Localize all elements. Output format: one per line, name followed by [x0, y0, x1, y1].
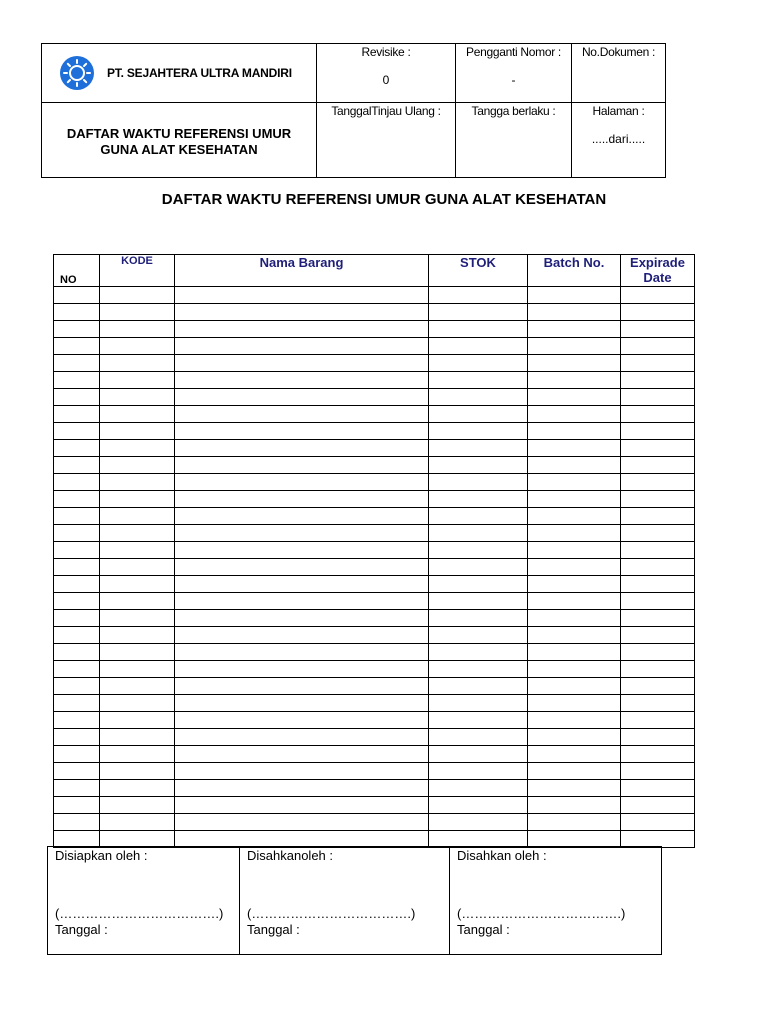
- cell-batch[interactable]: [528, 610, 621, 627]
- cell-expired[interactable]: [621, 695, 695, 712]
- cell-batch[interactable]: [528, 780, 621, 797]
- cell-stok[interactable]: [429, 406, 528, 423]
- cell-stok[interactable]: [429, 763, 528, 780]
- cell-batch[interactable]: [528, 423, 621, 440]
- cell-stok[interactable]: [429, 678, 528, 695]
- approved-label: Disahkanoleh :: [247, 848, 333, 863]
- table-row: [54, 304, 695, 321]
- cell-no[interactable]: [54, 389, 100, 406]
- cell-expired[interactable]: [621, 474, 695, 491]
- cell-stok[interactable]: [429, 661, 528, 678]
- cell-no[interactable]: [54, 542, 100, 559]
- table-row: [54, 678, 695, 695]
- cell-kode[interactable]: [100, 423, 175, 440]
- cell-stok[interactable]: [429, 712, 528, 729]
- cell-expired[interactable]: [621, 780, 695, 797]
- cell-nama-barang[interactable]: [175, 644, 429, 661]
- cell-no[interactable]: [54, 712, 100, 729]
- cell-stok[interactable]: [429, 321, 528, 338]
- cell-expired[interactable]: [621, 729, 695, 746]
- cell-no[interactable]: [54, 474, 100, 491]
- no-dokumen-cell: [572, 44, 666, 103]
- table-row: [54, 746, 695, 763]
- doc-title-cell: [42, 103, 317, 178]
- cell-kode[interactable]: [100, 338, 175, 355]
- cell-kode[interactable]: [100, 474, 175, 491]
- cell-kode[interactable]: [100, 746, 175, 763]
- cell-expired[interactable]: [621, 525, 695, 542]
- halaman-cell: [572, 103, 666, 178]
- cell-kode[interactable]: [100, 321, 175, 338]
- cell-no[interactable]: [54, 457, 100, 474]
- cell-nama-barang[interactable]: [175, 338, 429, 355]
- revisi-cell: [317, 44, 456, 103]
- col-header-batch: Batch No.: [528, 255, 621, 287]
- authorized-date-label: Tanggal :: [457, 922, 510, 937]
- col-header-nama-barang: Nama Barang: [175, 255, 429, 287]
- table-row: [54, 593, 695, 610]
- cell-batch[interactable]: [528, 644, 621, 661]
- cell-nama-barang[interactable]: [175, 627, 429, 644]
- cell-kode[interactable]: [100, 508, 175, 525]
- cell-stok[interactable]: [429, 729, 528, 746]
- cell-stok[interactable]: [429, 695, 528, 712]
- cell-nama-barang[interactable]: [175, 287, 429, 304]
- cell-kode[interactable]: [100, 729, 175, 746]
- cell-nama-barang[interactable]: [175, 542, 429, 559]
- cell-expired[interactable]: [621, 814, 695, 831]
- cell-kode[interactable]: [100, 559, 175, 576]
- cell-kode[interactable]: [100, 831, 175, 848]
- cell-kode[interactable]: [100, 661, 175, 678]
- cell-kode[interactable]: [100, 695, 175, 712]
- cell-nama-barang[interactable]: [175, 372, 429, 389]
- cell-expired[interactable]: [621, 389, 695, 406]
- company-cell: [42, 44, 317, 103]
- authorized-label: Disahkan oleh :: [457, 848, 547, 863]
- table-row: [54, 627, 695, 644]
- cell-stok[interactable]: [429, 304, 528, 321]
- cell-batch[interactable]: [528, 321, 621, 338]
- cell-no[interactable]: [54, 661, 100, 678]
- cell-kode[interactable]: [100, 678, 175, 695]
- cell-batch[interactable]: [528, 389, 621, 406]
- table-row: [54, 440, 695, 457]
- cell-nama-barang[interactable]: [175, 661, 429, 678]
- col-header-expired-line2: Date: [643, 270, 672, 285]
- col-header-stok: STOK: [429, 255, 528, 287]
- cell-batch[interactable]: [528, 763, 621, 780]
- table-row: [54, 321, 695, 338]
- cell-stok[interactable]: [429, 746, 528, 763]
- halaman-label: Halaman :: [592, 104, 645, 118]
- cell-batch[interactable]: [528, 661, 621, 678]
- cell-expired[interactable]: [621, 661, 695, 678]
- document-header: [41, 43, 666, 178]
- table-row: [54, 780, 695, 797]
- cell-expired[interactable]: [621, 304, 695, 321]
- table-row: [54, 457, 695, 474]
- cell-batch[interactable]: [528, 627, 621, 644]
- cell-no[interactable]: [54, 491, 100, 508]
- sun-logo-icon: [60, 56, 94, 90]
- cell-kode[interactable]: [100, 644, 175, 661]
- cell-nama-barang[interactable]: [175, 389, 429, 406]
- cell-kode[interactable]: [100, 814, 175, 831]
- cell-kode[interactable]: [100, 372, 175, 389]
- cell-expired[interactable]: [621, 576, 695, 593]
- cell-expired[interactable]: [621, 712, 695, 729]
- cell-batch[interactable]: [528, 593, 621, 610]
- cell-kode[interactable]: [100, 491, 175, 508]
- cell-batch[interactable]: [528, 406, 621, 423]
- table-row: [54, 474, 695, 491]
- table-header-row: [54, 255, 695, 287]
- cell-batch[interactable]: [528, 474, 621, 491]
- cell-no[interactable]: [54, 610, 100, 627]
- table-row: [54, 542, 695, 559]
- cell-expired[interactable]: [621, 627, 695, 644]
- cell-batch[interactable]: [528, 440, 621, 457]
- cell-stok[interactable]: [429, 576, 528, 593]
- cell-nama-barang[interactable]: [175, 559, 429, 576]
- authorized-signature-line: (……………………………….): [457, 906, 626, 921]
- cell-stok[interactable]: [429, 610, 528, 627]
- cell-nama-barang[interactable]: [175, 525, 429, 542]
- table-row: [54, 661, 695, 678]
- cell-expired[interactable]: [621, 678, 695, 695]
- cell-kode[interactable]: [100, 389, 175, 406]
- tanggal-berlaku-label: Tangga berlaku :: [471, 104, 556, 118]
- doc-title-line1: DAFTAR WAKTU REFERENSI UMUR: [66, 126, 292, 141]
- approved-signature-line: (……………………………….): [247, 906, 416, 921]
- company-name: PT. SEJAHTERA ULTRA MANDIRI: [107, 66, 292, 80]
- tanggal-tinjau-cell: [317, 103, 456, 178]
- cell-no[interactable]: [54, 814, 100, 831]
- cell-nama-barang[interactable]: [175, 355, 429, 372]
- table-body: [54, 287, 695, 848]
- cell-kode[interactable]: [100, 355, 175, 372]
- cell-nama-barang[interactable]: [175, 729, 429, 746]
- cell-expired[interactable]: [621, 372, 695, 389]
- cell-expired[interactable]: [621, 440, 695, 457]
- cell-expired[interactable]: [621, 406, 695, 423]
- cell-no[interactable]: [54, 729, 100, 746]
- signature-approved: [240, 847, 450, 955]
- cell-nama-barang[interactable]: [175, 304, 429, 321]
- cell-kode[interactable]: [100, 780, 175, 797]
- cell-stok[interactable]: [429, 287, 528, 304]
- pengganti-value: -: [511, 73, 516, 87]
- table-row: [54, 763, 695, 780]
- cell-kode[interactable]: [100, 287, 175, 304]
- table-row: [54, 695, 695, 712]
- cell-nama-barang[interactable]: [175, 474, 429, 491]
- cell-nama-barang[interactable]: [175, 746, 429, 763]
- cell-batch[interactable]: [528, 372, 621, 389]
- cell-kode[interactable]: [100, 797, 175, 814]
- cell-no[interactable]: [54, 797, 100, 814]
- table-row: [54, 491, 695, 508]
- cell-expired[interactable]: [621, 593, 695, 610]
- cell-nama-barang[interactable]: [175, 423, 429, 440]
- cell-no[interactable]: [54, 508, 100, 525]
- table-row: [54, 576, 695, 593]
- cell-stok[interactable]: [429, 644, 528, 661]
- cell-stok[interactable]: [429, 814, 528, 831]
- pengganti-label: Pengganti Nomor :: [466, 45, 561, 59]
- table-row: [54, 797, 695, 814]
- cell-stok[interactable]: [429, 457, 528, 474]
- cell-no[interactable]: [54, 695, 100, 712]
- signature-authorized: [450, 847, 662, 955]
- cell-no[interactable]: [54, 372, 100, 389]
- cell-kode[interactable]: [100, 304, 175, 321]
- cell-no[interactable]: [54, 746, 100, 763]
- cell-expired[interactable]: [621, 542, 695, 559]
- cell-expired[interactable]: [621, 321, 695, 338]
- cell-batch[interactable]: [528, 678, 621, 695]
- cell-kode[interactable]: [100, 542, 175, 559]
- cell-nama-barang[interactable]: [175, 678, 429, 695]
- table-row: [54, 389, 695, 406]
- cell-expired[interactable]: [621, 559, 695, 576]
- cell-stok[interactable]: [429, 593, 528, 610]
- tanggal-tinjau-label: TanggalTinjau Ulang :: [331, 104, 441, 118]
- cell-batch[interactable]: [528, 542, 621, 559]
- cell-batch[interactable]: [528, 576, 621, 593]
- cell-no[interactable]: [54, 338, 100, 355]
- cell-batch[interactable]: [528, 508, 621, 525]
- cell-batch[interactable]: [528, 729, 621, 746]
- approved-date-label: Tanggal :: [247, 922, 300, 937]
- cell-no[interactable]: [54, 406, 100, 423]
- table-row: [54, 287, 695, 304]
- cell-nama-barang[interactable]: [175, 814, 429, 831]
- col-header-no: NO: [54, 255, 100, 287]
- cell-stok[interactable]: [429, 372, 528, 389]
- halaman-value: .....dari.....: [591, 132, 646, 146]
- cell-nama-barang[interactable]: [175, 321, 429, 338]
- cell-batch[interactable]: [528, 695, 621, 712]
- table-row: [54, 372, 695, 389]
- col-header-expired-line1: Expirade: [630, 255, 685, 270]
- cell-nama-barang[interactable]: [175, 491, 429, 508]
- cell-no[interactable]: [54, 440, 100, 457]
- cell-stok[interactable]: [429, 542, 528, 559]
- cell-kode[interactable]: [100, 440, 175, 457]
- cell-batch[interactable]: [528, 525, 621, 542]
- signature-prepared: [48, 847, 240, 955]
- cell-expired[interactable]: [621, 338, 695, 355]
- cell-nama-barang[interactable]: [175, 797, 429, 814]
- cell-nama-barang[interactable]: [175, 406, 429, 423]
- cell-kode[interactable]: [100, 593, 175, 610]
- cell-no[interactable]: [54, 678, 100, 695]
- cell-no[interactable]: [54, 355, 100, 372]
- cell-stok[interactable]: [429, 474, 528, 491]
- cell-nama-barang[interactable]: [175, 576, 429, 593]
- prepared-signature-line: (……………………………….): [55, 906, 224, 921]
- cell-stok[interactable]: [429, 559, 528, 576]
- table-row: [54, 423, 695, 440]
- cell-no[interactable]: [54, 576, 100, 593]
- cell-kode[interactable]: [100, 576, 175, 593]
- table-row: [54, 644, 695, 661]
- cell-stok[interactable]: [429, 440, 528, 457]
- cell-batch[interactable]: [528, 814, 621, 831]
- table-row: [54, 729, 695, 746]
- table-row: [54, 814, 695, 831]
- table-row: [54, 559, 695, 576]
- cell-expired[interactable]: [621, 797, 695, 814]
- cell-nama-barang[interactable]: [175, 763, 429, 780]
- cell-stok[interactable]: [429, 797, 528, 814]
- cell-stok[interactable]: [429, 338, 528, 355]
- cell-expired[interactable]: [621, 491, 695, 508]
- cell-expired[interactable]: [621, 287, 695, 304]
- cell-expired[interactable]: [621, 644, 695, 661]
- cell-nama-barang[interactable]: [175, 780, 429, 797]
- cell-kode[interactable]: [100, 525, 175, 542]
- cell-stok[interactable]: [429, 780, 528, 797]
- cell-expired[interactable]: [621, 423, 695, 440]
- cell-nama-barang[interactable]: [175, 593, 429, 610]
- cell-batch[interactable]: [528, 712, 621, 729]
- cell-expired[interactable]: [621, 610, 695, 627]
- table-row: [54, 406, 695, 423]
- cell-stok[interactable]: [429, 508, 528, 525]
- cell-no[interactable]: [54, 763, 100, 780]
- table-row: [54, 610, 695, 627]
- cell-expired[interactable]: [621, 508, 695, 525]
- page-title: DAFTAR WAKTU REFERENSI UMUR GUNA ALAT KESEHATAN: [161, 191, 607, 208]
- cell-expired[interactable]: [621, 355, 695, 372]
- doc-title-line2: GUNA ALAT KESEHATAN: [100, 142, 258, 157]
- cell-nama-barang[interactable]: [175, 712, 429, 729]
- cell-batch[interactable]: [528, 746, 621, 763]
- table-row: [54, 831, 695, 848]
- tanggal-berlaku-cell: [456, 103, 572, 178]
- cell-stok[interactable]: [429, 831, 528, 848]
- no-dokumen-label: No.Dokumen :: [581, 45, 656, 59]
- cell-no[interactable]: [54, 423, 100, 440]
- cell-no[interactable]: [54, 321, 100, 338]
- cell-nama-barang[interactable]: [175, 457, 429, 474]
- table-row: [54, 525, 695, 542]
- cell-no[interactable]: [54, 780, 100, 797]
- table-row: [54, 338, 695, 355]
- cell-stok[interactable]: [429, 389, 528, 406]
- cell-nama-barang[interactable]: [175, 831, 429, 848]
- cell-batch[interactable]: [528, 338, 621, 355]
- cell-batch[interactable]: [528, 287, 621, 304]
- cell-kode[interactable]: [100, 712, 175, 729]
- cell-kode[interactable]: [100, 610, 175, 627]
- prepared-date-label: Tanggal :: [55, 922, 108, 937]
- cell-no[interactable]: [54, 287, 100, 304]
- cell-kode[interactable]: [100, 406, 175, 423]
- cell-stok[interactable]: [429, 627, 528, 644]
- col-header-expired: [621, 255, 695, 287]
- cell-kode[interactable]: [100, 457, 175, 474]
- revisi-value: 0: [382, 73, 390, 87]
- signature-box: [47, 846, 662, 955]
- cell-nama-barang[interactable]: [175, 610, 429, 627]
- col-header-kode: KODE: [100, 255, 175, 287]
- cell-batch[interactable]: [528, 457, 621, 474]
- cell-kode[interactable]: [100, 627, 175, 644]
- cell-expired[interactable]: [621, 831, 695, 848]
- cell-expired[interactable]: [621, 746, 695, 763]
- cell-no[interactable]: [54, 627, 100, 644]
- cell-batch[interactable]: [528, 831, 621, 848]
- cell-no[interactable]: [54, 304, 100, 321]
- prepared-label: Disiapkan oleh :: [55, 848, 148, 863]
- table-row: [54, 712, 695, 729]
- cell-kode[interactable]: [100, 763, 175, 780]
- cell-nama-barang[interactable]: [175, 508, 429, 525]
- cell-stok[interactable]: [429, 491, 528, 508]
- cell-batch[interactable]: [528, 491, 621, 508]
- table-row: [54, 355, 695, 372]
- cell-batch[interactable]: [528, 304, 621, 321]
- inventory-table: [53, 254, 695, 848]
- cell-no[interactable]: [54, 644, 100, 661]
- revisi-label: Revisike :: [361, 45, 411, 59]
- cell-stok[interactable]: [429, 423, 528, 440]
- pengganti-cell: [456, 44, 572, 103]
- cell-expired[interactable]: [621, 457, 695, 474]
- cell-batch[interactable]: [528, 355, 621, 372]
- cell-expired[interactable]: [621, 763, 695, 780]
- cell-no[interactable]: [54, 559, 100, 576]
- cell-no[interactable]: [54, 831, 100, 848]
- cell-nama-barang[interactable]: [175, 440, 429, 457]
- cell-batch[interactable]: [528, 559, 621, 576]
- cell-stok[interactable]: [429, 355, 528, 372]
- cell-batch[interactable]: [528, 797, 621, 814]
- cell-stok[interactable]: [429, 525, 528, 542]
- cell-no[interactable]: [54, 525, 100, 542]
- cell-no[interactable]: [54, 593, 100, 610]
- cell-nama-barang[interactable]: [175, 695, 429, 712]
- table-row: [54, 508, 695, 525]
